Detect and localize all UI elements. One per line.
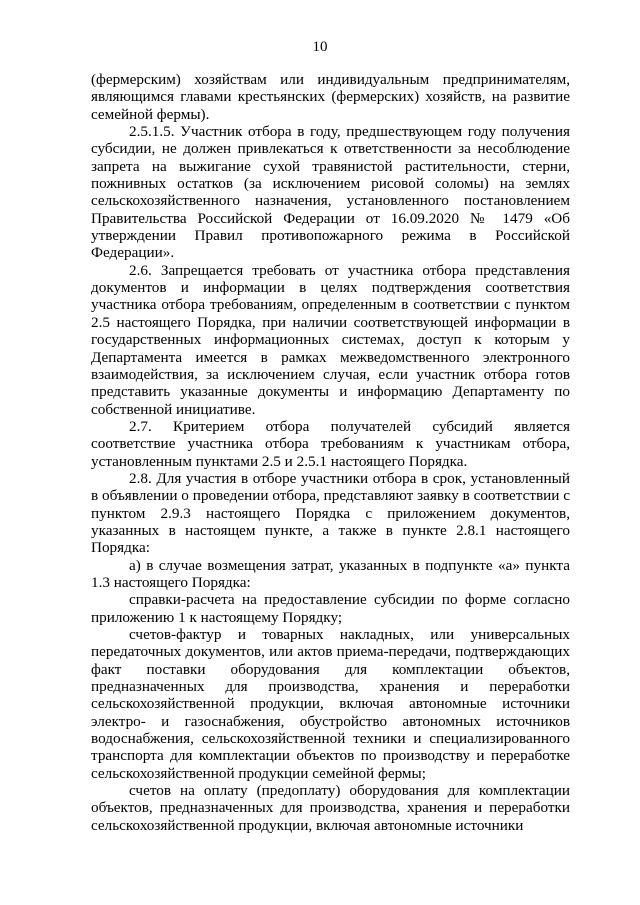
paragraph-2-6: 2.6. Запрещается требовать от участника отбора представления документов и информации в целях подтверждения соответствия участника отбора требованиям, определенным в соответствии с пунктом 2.5 настоящего Порядка, при наличии соответствующей информации в государственных информационных системах, доступ к которым у Департамента имеется в рамках межведомственного электронного взаимодействия, за исключением случая, если участник отбора готов представить указанные документы и информацию Департаменту по собственной инициативе. (91, 261, 570, 418)
paragraph-2-5-1-5: 2.5.1.5. Участник отбора в году, предшествующем году получения субсидии, не должен привлекаться к ответственности за несоблюдение запрета на выжигание сухой травянистой растительности, стерни, пожнивных остатков (за исключением рисовой соломы) на землях сельскохозяйственного назначения, установленного постановлением Правительства Российской Федерации от 16.09.2020 № 1479 «Об утверждении Правил противопожарного режима в Российской Федерации». (91, 123, 570, 262)
list-item-payment-invoices: счетов на оплату (предоплату) оборудования для комплектации объектов, предназначенных для производства, хранения и переработки сельскохозяйственной продукции, включая автономные источники (91, 782, 570, 834)
page-number: 10 (312, 39, 328, 55)
list-item-calculation-certificate: справки-расчета на предоставление субсидии по форме согласно приложению 1 к настоящему Порядку; (91, 591, 570, 626)
list-item-invoices: счетов-фактур и товарных накладных, или универсальных передаточных документов, или актов приема-передачи, подтверждающих факт поставки оборудования для комплектации объектов, предназначенных для производства, хранения и переработки сельскохозяйственной продукции, включая автономные источники электро- и газоснабжения, обустройство автономных источников водоснабжения, сельскохозяйственной техники и специализированного транспорта для комплектации объектов по производству и переработке сельскохозяйственной продукции семейной фермы; (91, 626, 570, 782)
paragraph-2-8: 2.8. Для участия в отборе участники отбора в срок, установленный в объявлении о проведении отбора, представляют заявку в соответствии с пунктом 2.9.3 настоящего Порядка с приложением документов, указанных в настоящем пункте, а также в пункте 2.8.1 настоящего Порядка: (91, 469, 570, 557)
paragraph-2-7: 2.7. Критерием отбора получателей субсидий является соответствие участника отбора требованиям к участникам отбора, установленным пунктами 2.5 и 2.5.1 настоящего Порядка. (91, 417, 570, 470)
document-body (91, 71, 570, 834)
paragraph-continuation: (фермерским) хозяйствам или индивидуальным предпринимателям, являющимся главами крестьянских (фермерских) хозяйств, на развитие семейной фермы). (91, 71, 570, 123)
paragraph-2-8-a: а) в случае возмещения затрат, указанных в подпункте «а» пункта 1.3 настоящего Порядка: (91, 556, 570, 591)
